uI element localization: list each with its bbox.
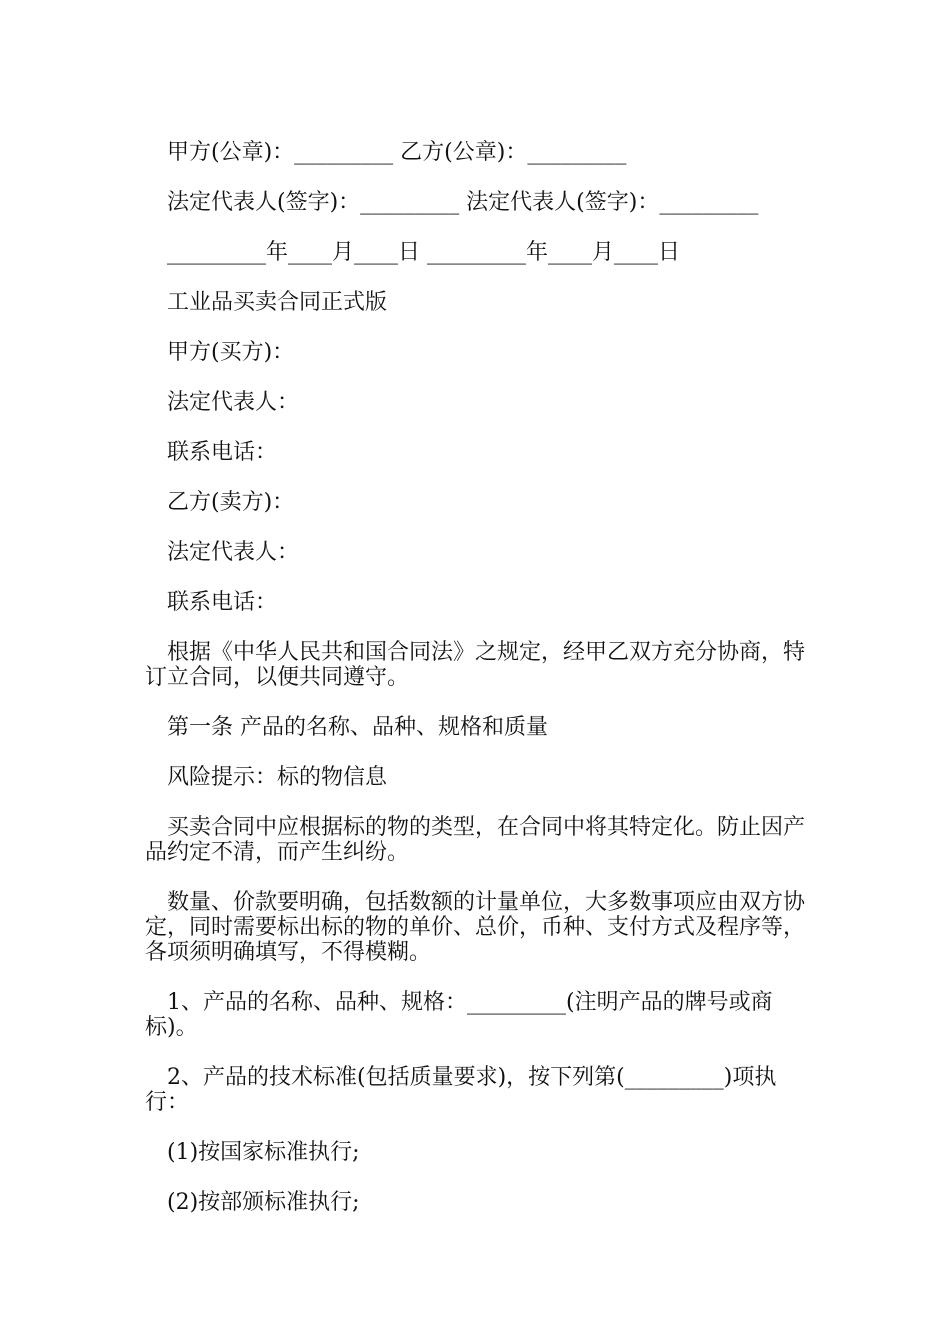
standard-option-2: (2)按部颁标准执行; [167, 1190, 360, 1215]
signature-representative-line: 法定代表人(签字)：_________ 法定代表人(签字)：_________ [167, 190, 759, 215]
signature-seal-line: 甲方(公章)：_________ 乙方(公章)：_________ [167, 140, 627, 165]
standard-option-1: (1)按国家标准执行; [167, 1140, 360, 1165]
risk-notice-paragraph-2: 数量、价款要明确，包括数额的计量单位，大多数事项应由双方协定，同时需要标出标的物的单价、总价，币种、支付方式及程序等，各项须明确填写，不得模糊。 [145, 890, 806, 965]
risk-notice-heading: 风险提示：标的物信息 [167, 765, 388, 790]
clause-technical-standard: 2、产品的技术标准(包括质量要求)，按下列第(_________)项执行： [145, 1065, 777, 1115]
party-a-representative: 法定代表人： [167, 390, 300, 415]
risk-notice-paragraph-1: 买卖合同中应根据标的物的类型，在合同中将其特定化。防止因产品约定不清，而产生纠纷。 [145, 815, 806, 865]
party-b-label: 乙方(卖方)： [167, 490, 295, 515]
contract-title: 工业品买卖合同正式版 [167, 290, 388, 315]
signature-date-line: _________年____月____日 _________年____月____日 [167, 240, 680, 265]
document-body [145, 140, 810, 1215]
article-one-heading: 第一条 产品的名称、品种、规格和质量 [167, 715, 548, 740]
clause-product-name: 1、产品的名称、品种、规格：_________(注明产品的牌号或商标)。 [145, 990, 773, 1040]
party-a-label: 甲方(买方)： [167, 340, 295, 365]
party-b-representative: 法定代表人： [167, 540, 300, 565]
party-a-phone: 联系电话： [167, 440, 278, 465]
preamble-paragraph: 根据《中华人民共和国合同法》之规定，经甲乙双方充分协商，特订立合同，以便共同遵守。 [145, 640, 806, 690]
party-b-phone: 联系电话： [167, 590, 278, 615]
